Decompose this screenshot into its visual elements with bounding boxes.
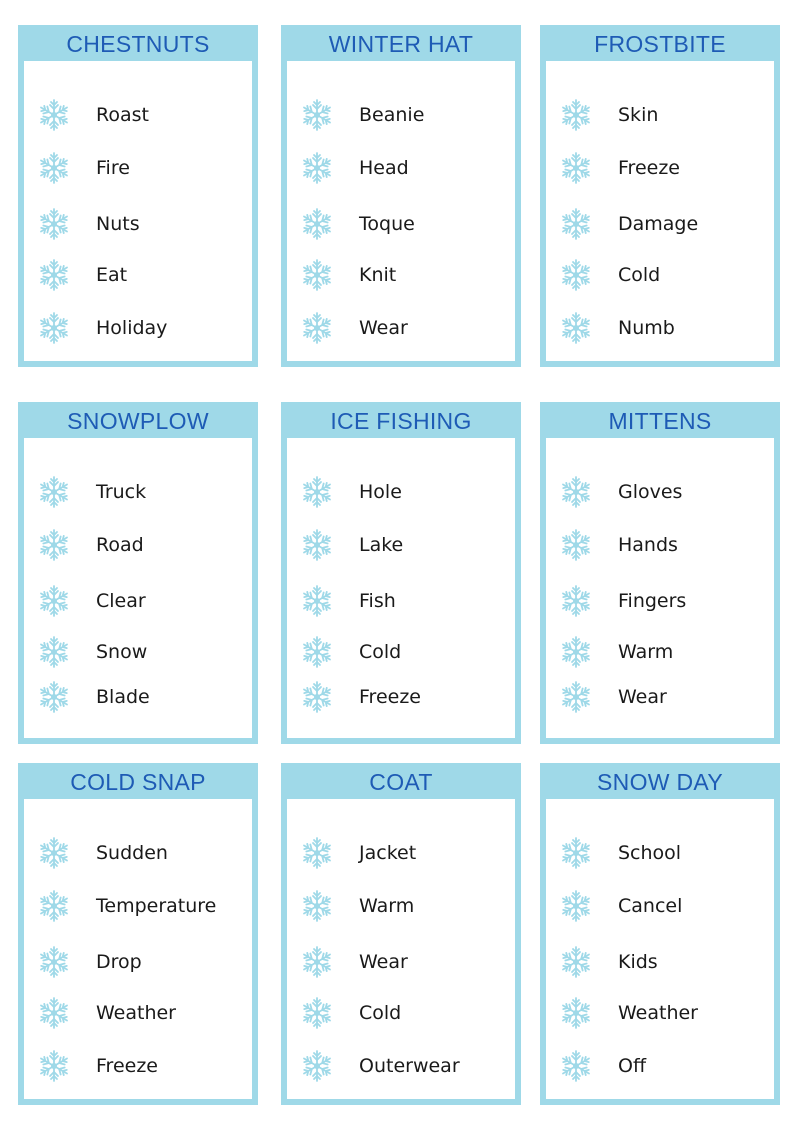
word-list-item — [546, 634, 774, 670]
word-label: Weather — [618, 1002, 698, 1024]
word-label: Wear — [618, 686, 667, 708]
card-title: COLD SNAP — [18, 763, 258, 799]
word-list-item — [287, 888, 515, 924]
word-list-item — [287, 1048, 515, 1084]
word-list-item — [287, 995, 515, 1031]
snowflake-icon — [299, 97, 335, 133]
word-label: Freeze — [96, 1055, 158, 1077]
word-label: Freeze — [618, 157, 680, 179]
word-list-item — [546, 97, 774, 133]
word-label: Clear — [96, 590, 146, 612]
snowflake-icon — [299, 835, 335, 871]
word-label: Jacket — [359, 842, 417, 864]
word-list-item — [287, 257, 515, 293]
snowflake-icon — [299, 888, 335, 924]
word-card — [18, 763, 258, 1105]
word-list-item — [24, 995, 252, 1031]
word-list-item — [24, 583, 252, 619]
card-title: MITTENS — [540, 402, 780, 438]
word-label: Blade — [96, 686, 150, 708]
word-list-item — [24, 97, 252, 133]
card-title: ICE FISHING — [281, 402, 521, 438]
word-label: Outerwear — [359, 1055, 460, 1077]
word-label: Sudden — [96, 842, 168, 864]
word-list-item — [546, 944, 774, 980]
word-label: Warm — [618, 641, 674, 663]
word-label: Weather — [96, 1002, 176, 1024]
word-label: Damage — [618, 213, 699, 235]
word-label: Wear — [359, 317, 408, 339]
word-card — [281, 25, 521, 367]
snowflake-icon — [299, 206, 335, 242]
word-list-item — [546, 257, 774, 293]
word-label: Fingers — [618, 590, 687, 612]
word-list-item — [24, 257, 252, 293]
snowflake-icon — [36, 995, 72, 1031]
snowflake-icon — [558, 679, 594, 715]
word-label: Kids — [618, 951, 658, 973]
snowflake-icon — [558, 835, 594, 871]
word-list-item — [287, 310, 515, 346]
word-list-item — [24, 679, 252, 715]
snowflake-icon — [558, 888, 594, 924]
word-list-item — [546, 835, 774, 871]
word-label: Truck — [96, 481, 147, 503]
word-list-item — [287, 206, 515, 242]
snowflake-icon — [558, 310, 594, 346]
word-card — [540, 402, 780, 744]
word-label: Fish — [359, 590, 396, 612]
word-list-item — [24, 835, 252, 871]
word-label: Eat — [96, 264, 128, 286]
snowflake-icon — [558, 474, 594, 510]
word-label: Roast — [96, 104, 149, 126]
snowflake-icon — [36, 944, 72, 980]
snowflake-icon — [36, 206, 72, 242]
snowflake-icon — [299, 257, 335, 293]
word-label: Off — [618, 1055, 647, 1077]
snowflake-icon — [299, 1048, 335, 1084]
snowflake-icon — [36, 1048, 72, 1084]
word-list-item — [287, 97, 515, 133]
word-label: School — [618, 842, 682, 864]
word-list-item — [287, 835, 515, 871]
snowflake-icon — [299, 150, 335, 186]
snowflake-icon — [299, 310, 335, 346]
word-list-item — [287, 679, 515, 715]
snowflake-icon — [36, 583, 72, 619]
word-label: Gloves — [618, 481, 683, 503]
snowflake-icon — [558, 583, 594, 619]
card-title: SNOW DAY — [540, 763, 780, 799]
word-list-item — [24, 527, 252, 563]
word-label: Freeze — [359, 686, 421, 708]
word-card — [281, 763, 521, 1105]
word-label: Head — [359, 157, 409, 179]
word-list-item — [546, 583, 774, 619]
snowflake-icon — [299, 634, 335, 670]
snowflake-icon — [558, 634, 594, 670]
word-list-item — [287, 150, 515, 186]
word-list-item — [287, 634, 515, 670]
word-label: Cold — [359, 641, 402, 663]
word-label: Numb — [618, 317, 675, 339]
card-title: FROSTBITE — [540, 25, 780, 61]
word-list-item — [24, 150, 252, 186]
word-label: Fire — [96, 157, 130, 179]
snowflake-icon — [558, 206, 594, 242]
snowflake-icon — [36, 527, 72, 563]
snowflake-icon — [558, 527, 594, 563]
word-label: Wear — [359, 951, 408, 973]
word-list-item — [546, 527, 774, 563]
word-label: Skin — [618, 104, 659, 126]
word-label: Toque — [359, 213, 415, 235]
word-list-item — [24, 310, 252, 346]
word-list-item — [546, 1048, 774, 1084]
snowflake-icon — [558, 257, 594, 293]
word-label: Drop — [96, 951, 142, 973]
word-list-item — [287, 527, 515, 563]
word-card — [18, 25, 258, 367]
word-card — [18, 402, 258, 744]
snowflake-icon — [558, 944, 594, 980]
word-label: Hole — [359, 481, 402, 503]
word-list-item — [24, 888, 252, 924]
snowflake-icon — [299, 474, 335, 510]
snowflake-icon — [36, 888, 72, 924]
word-label: Beanie — [359, 104, 425, 126]
snowflake-icon — [36, 150, 72, 186]
word-card — [540, 763, 780, 1105]
word-list-item — [287, 583, 515, 619]
card-title: CHESTNUTS — [18, 25, 258, 61]
snowflake-icon — [558, 97, 594, 133]
snowflake-icon — [558, 995, 594, 1031]
snowflake-icon — [299, 944, 335, 980]
word-label: Cold — [618, 264, 661, 286]
snowflake-icon — [558, 150, 594, 186]
word-label: Cold — [359, 1002, 402, 1024]
word-label: Warm — [359, 895, 415, 917]
word-card — [540, 25, 780, 367]
word-list-item — [546, 474, 774, 510]
card-title: WINTER HAT — [281, 25, 521, 61]
word-card — [281, 402, 521, 744]
word-label: Snow — [96, 641, 148, 663]
word-label: Holiday — [96, 317, 168, 339]
word-label: Knit — [359, 264, 397, 286]
card-title: SNOWPLOW — [18, 402, 258, 438]
word-list-item — [24, 634, 252, 670]
word-list-item — [24, 474, 252, 510]
snowflake-icon — [299, 995, 335, 1031]
word-list-item — [287, 944, 515, 980]
word-label: Road — [96, 534, 144, 556]
snowflake-icon — [36, 835, 72, 871]
card-title: COAT — [281, 763, 521, 799]
snowflake-icon — [36, 257, 72, 293]
word-list-item — [24, 1048, 252, 1084]
snowflake-icon — [299, 583, 335, 619]
word-label: Cancel — [618, 895, 683, 917]
snowflake-icon — [36, 97, 72, 133]
word-list-item — [546, 679, 774, 715]
word-label: Temperature — [96, 895, 217, 917]
snowflake-icon — [299, 527, 335, 563]
word-list-item — [287, 474, 515, 510]
word-label: Hands — [618, 534, 678, 556]
word-list-item — [546, 310, 774, 346]
snowflake-icon — [36, 474, 72, 510]
word-label: Nuts — [96, 213, 140, 235]
word-list-item — [546, 206, 774, 242]
word-label: Lake — [359, 534, 404, 556]
snowflake-icon — [558, 1048, 594, 1084]
snowflake-icon — [299, 679, 335, 715]
word-list-item — [546, 995, 774, 1031]
word-list-item — [546, 888, 774, 924]
snowflake-icon — [36, 310, 72, 346]
word-list-item — [546, 150, 774, 186]
word-list-item — [24, 206, 252, 242]
word-list-item — [24, 944, 252, 980]
snowflake-icon — [36, 679, 72, 715]
snowflake-icon — [36, 634, 72, 670]
